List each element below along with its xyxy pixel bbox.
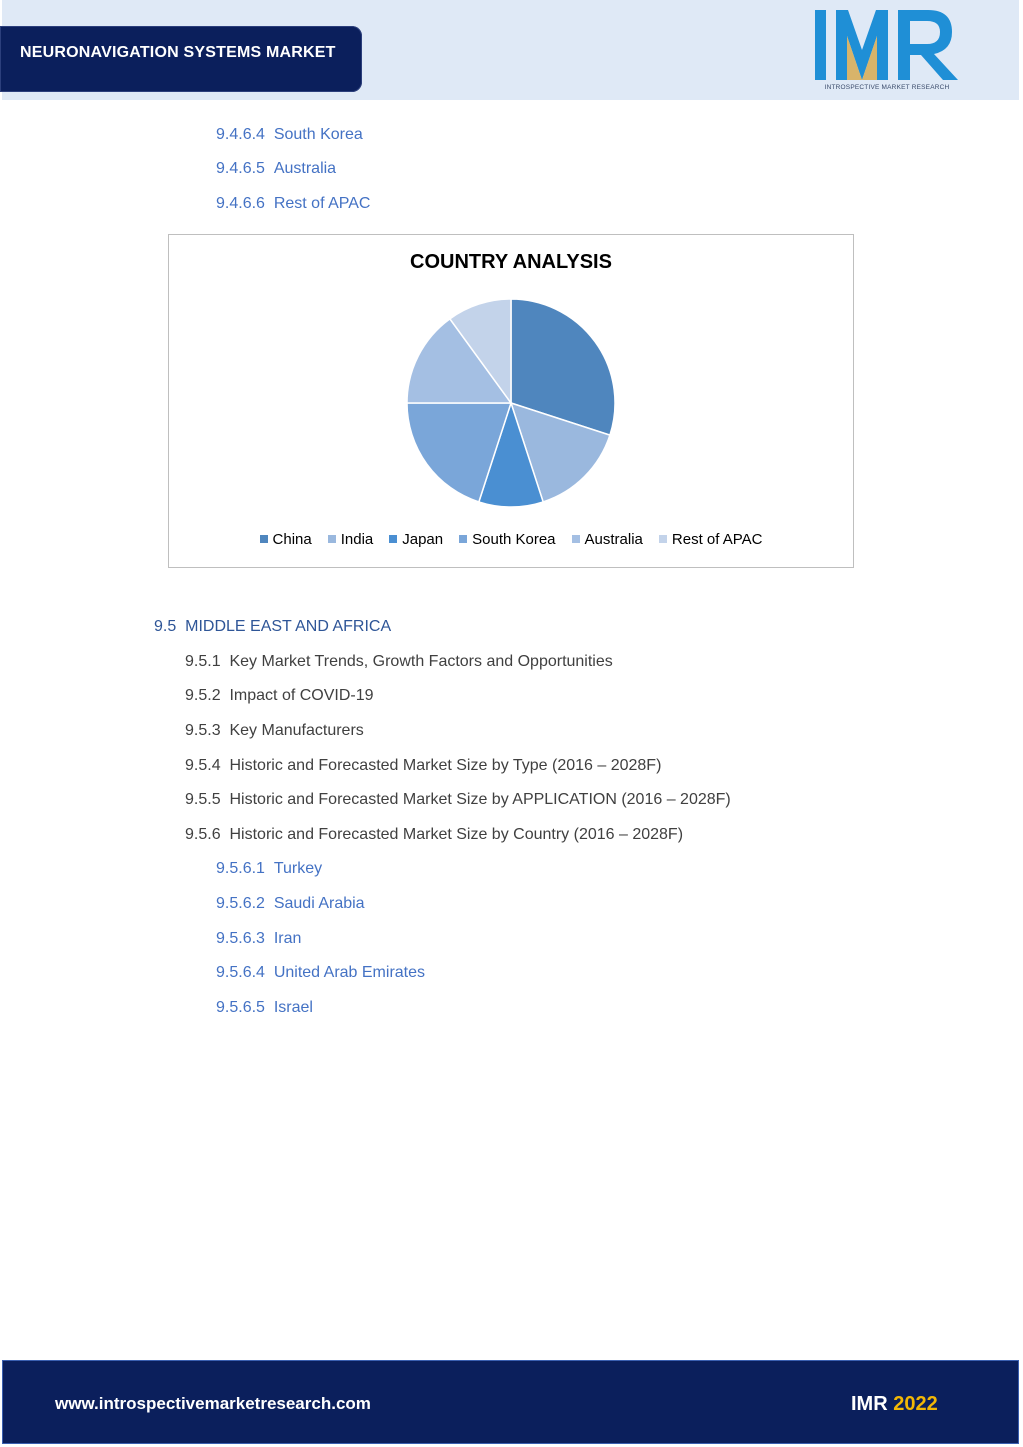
chart-title: COUNTRY ANALYSIS (410, 251, 612, 273)
toc-item-south-korea[interactable]: 9.4.6.4 South Korea (216, 126, 363, 143)
legend-item-japan (389, 531, 443, 548)
pie-chart (169, 235, 853, 525)
toc-item-israel[interactable]: 9.5.6.5 Israel (216, 999, 313, 1016)
legend-swatch (659, 535, 667, 543)
legend-label: Japan (402, 531, 444, 548)
toc-section-mea[interactable]: 9.5 MIDDLE EAST AND AFRICA (154, 618, 392, 635)
legend-item-south-korea (459, 531, 555, 548)
legend-swatch (459, 535, 467, 543)
legend-label: Rest of APAC (671, 531, 763, 548)
toc-item-key-trends[interactable]: 9.5.1 Key Market Trends, Growth Factors and Opportunities (185, 653, 613, 670)
footer-brand: IMR 2022 (851, 1393, 938, 1415)
legend-item-rest-of-apac (659, 531, 763, 548)
toc-item-key-manufacturers[interactable]: 9.5.3 Key Manufacturers (185, 722, 364, 739)
legend-label: Australia (584, 531, 643, 548)
legend-item-china (260, 531, 312, 548)
legend-label: China (272, 531, 312, 548)
footer-year: 2022 (893, 1393, 938, 1415)
toc-item-iran[interactable]: 9.5.6.3 Iran (216, 930, 302, 947)
legend-item-india (328, 531, 374, 548)
footer-website-link[interactable]: www.introspectivemarketresearch.com (55, 1394, 371, 1413)
legend-swatch (389, 535, 397, 543)
imr-logo (812, 8, 962, 96)
page-footer (2, 1360, 1019, 1444)
legend-label: South Korea (472, 531, 556, 548)
toc-item-size-by-country[interactable]: 9.5.6 Historic and Forecasted Market Size by Country (2016 – 2028F) (185, 826, 684, 843)
toc-item-covid[interactable]: 9.5.2 Impact of COVID-19 (185, 687, 374, 704)
legend-swatch (328, 535, 336, 543)
toc-item-size-by-type[interactable]: 9.5.4 Historic and Forecasted Market Size by Type (2016 – 2028F) (185, 757, 662, 774)
toc-item-rest-of-apac[interactable]: 9.4.6.6 Rest of APAC (216, 195, 371, 212)
toc-item-saudi-arabia[interactable]: 9.5.6.2 Saudi Arabia (216, 895, 365, 912)
toc-item-size-by-application[interactable]: 9.5.5 Historic and Forecasted Market Size by APPLICATION (2016 – 2028F) (185, 791, 731, 808)
legend-swatch (260, 535, 268, 543)
chart-legend (169, 531, 853, 548)
legend-item-australia (572, 531, 643, 548)
legend-swatch (572, 535, 580, 543)
report-title: NEURONAVIGATION SYSTEMS MARKET (20, 44, 336, 61)
logo-caption: INTROSPECTIVE MARKET RESEARCH (824, 84, 950, 91)
toc-item-turkey[interactable]: 9.5.6.1 Turkey (216, 860, 323, 877)
toc-item-australia[interactable]: 9.4.6.5 Australia (216, 160, 337, 177)
country-analysis-chart (168, 234, 854, 568)
toc-item-uae[interactable]: 9.5.6.4 United Arab Emirates (216, 964, 426, 981)
legend-label: India (340, 531, 374, 548)
